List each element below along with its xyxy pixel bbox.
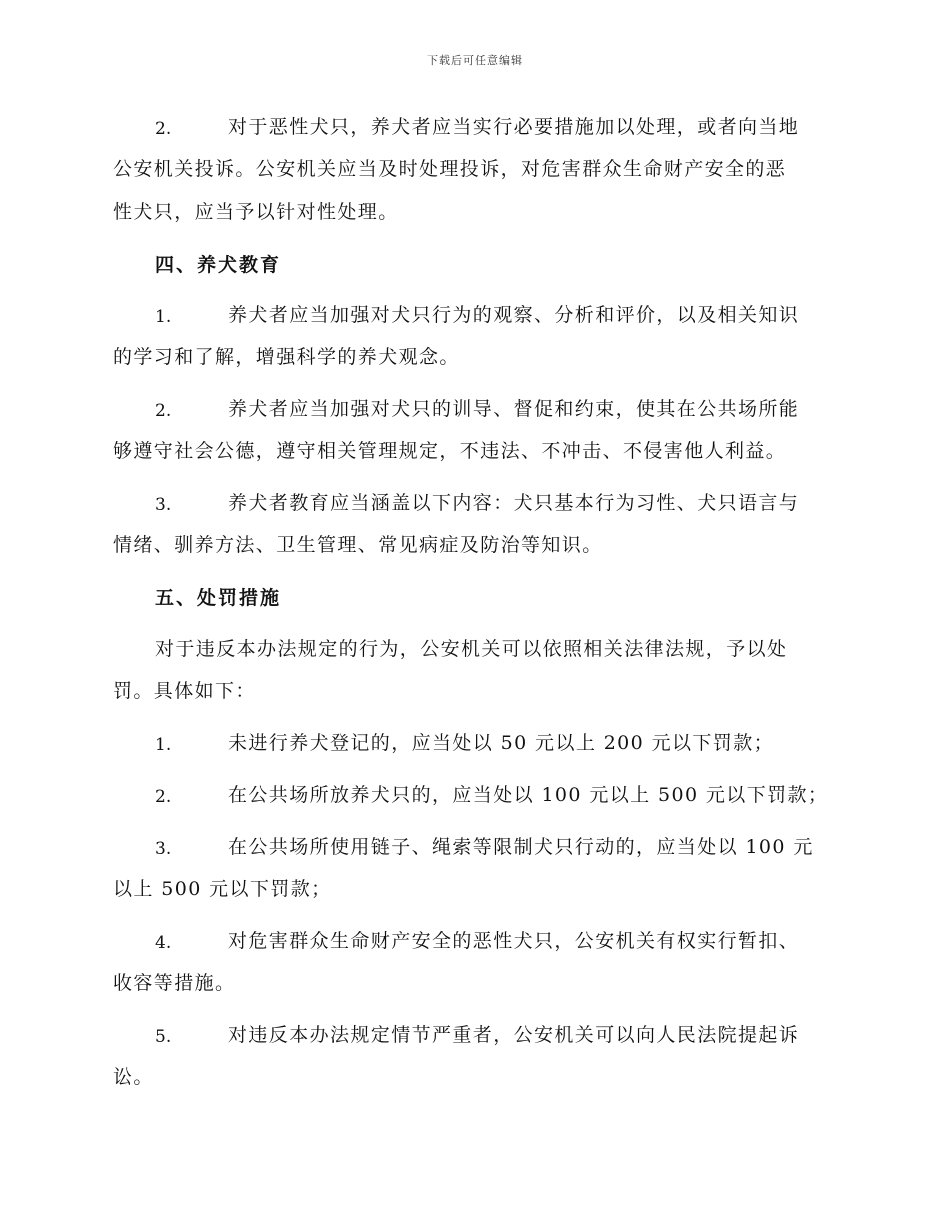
paragraph-line: 性犬只，应当予以针对性处理。 — [113, 201, 399, 223]
list-number: 2. — [155, 401, 172, 421]
paragraph-line: 以上 500 元以下罚款； — [113, 878, 332, 900]
list-number: 4. — [155, 933, 172, 953]
paragraph-line: 讼。 — [113, 1066, 154, 1088]
paragraph-line: 对于违反本办法规定的行为，公安机关可以依照相关法律法规，予以处 — [155, 638, 788, 660]
paragraph-line: 养犬者应当加强对犬只行为的观察、分析和评价，以及相关知识 — [228, 304, 800, 326]
paragraph-line: 的学习和了解，增强科学的养犬观念。 — [113, 346, 460, 368]
paragraph-line: 公安机关投诉。公安机关应当及时处理投诉，对危害群众生命财产安全的恶 — [113, 158, 787, 180]
paragraph-line: 对于恶性犬只，养犬者应当实行必要措施加以处理，或者向当地 — [228, 116, 800, 138]
paragraph-line: 够遵守社会公德，遵守相关管理规定，不违法、不冲击、不侵害他人利益。 — [113, 440, 787, 462]
list-number: 5. — [155, 1027, 172, 1047]
paragraph-line: 未进行养犬登记的，应当处以 50 元以上 200 元以下罚款； — [228, 732, 775, 754]
paragraph-line: 对危害群众生命财产安全的恶性犬只，公安机关有权实行暂扣、 — [228, 930, 800, 952]
page-header: 下载后可任意编辑 — [427, 54, 523, 67]
list-number: 3. — [155, 495, 172, 515]
paragraph-line: 对违反本办法规定情节严重者，公安机关可以向人民法院提起诉 — [228, 1024, 800, 1046]
paragraph-line: 养犬者教育应当涵盖以下内容：犬只基本行为习性、犬只语言与 — [228, 492, 800, 514]
paragraph-line: 情绪、驯养方法、卫生管理、常见病症及防治等知识。 — [113, 534, 603, 556]
list-number: 1. — [155, 735, 172, 755]
section-heading: 五、处罚措施 — [155, 587, 282, 609]
paragraph-line: 在公共场所放养犬只的，应当处以 100 元以上 500 元以下罚款； — [228, 784, 829, 806]
paragraph-line: 收容等措施。 — [113, 972, 236, 994]
paragraph-line: 养犬者应当加强对犬只的训导、督促和约束，使其在公共场所能 — [228, 398, 800, 420]
paragraph-line: 罚。具体如下： — [113, 680, 256, 702]
list-number: 2. — [155, 119, 172, 139]
paragraph-line: 在公共场所使用链子、绳索等限制犬只行动的，应当处以 100 元 — [228, 836, 814, 858]
section-heading: 四、养犬教育 — [155, 254, 282, 276]
list-number: 1. — [155, 307, 172, 327]
list-number: 2. — [155, 787, 172, 807]
list-number: 3. — [155, 839, 172, 859]
